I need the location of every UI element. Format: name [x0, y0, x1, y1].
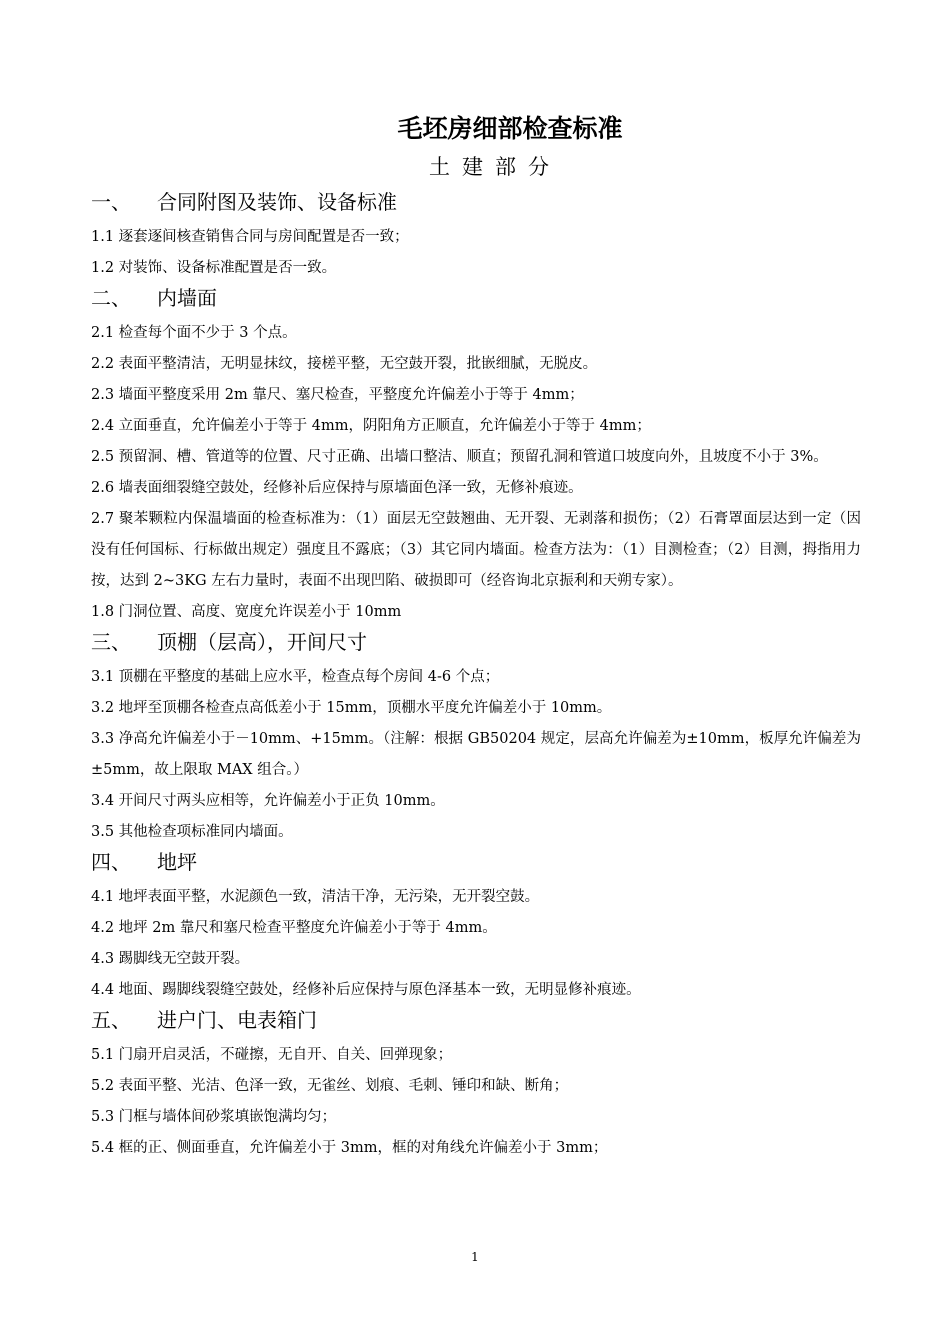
list-item: 3.3 净高允许偏差小于－10mm、+15mm。（注解：根据 GB50204 规定，层高允许偏差为±10mm，板厚允许偏差为±5mm，故上限取 MAX 组合。） [91, 731, 861, 778]
section-heading [91, 284, 861, 312]
list-item: 3.1 顶棚在平整度的基础上应水平，检查点每个房间 4-6 个点； [91, 669, 500, 685]
list-item: 5.4 框的正、侧面垂直，允许偏差小于 3mm，框的对角线允许偏差小于 3mm； [91, 1140, 608, 1156]
list-item: 4.3 踢脚线无空鼓开裂。 [91, 951, 250, 967]
section-title: 地坪 [157, 850, 197, 874]
section-number: 一、 [91, 190, 131, 214]
list-item: 3.5 其他检查项标准同内墙面。 [91, 824, 293, 840]
section-heading [91, 1006, 861, 1034]
section-heading [91, 188, 861, 216]
list-item: 4.1 地坪表面平整，水泥颜色一致，清洁干净，无污染，无开裂空鼓。 [91, 889, 540, 905]
section-title: 顶棚（层高），开间尺寸 [157, 630, 367, 654]
document-body [91, 188, 861, 1164]
list-item: 4.2 地坪 2m 靠尺和塞尺检查平整度允许偏差小于等于 4mm。 [91, 920, 497, 936]
list-item: 1.2 对装饰、设备标准配置是否一致。 [91, 260, 337, 276]
section-heading [91, 848, 861, 876]
list-item: 2.6 墙表面细裂缝空鼓处，经修补后应保持与原墙面色泽一致，无修补痕迹。 [91, 480, 583, 496]
list-item: 2.5 预留洞、槽、管道等的位置、尺寸正确、出墙口整洁、顺直；预留孔洞和管道口坡度向外，且坡度不小于 3%。 [91, 449, 828, 465]
list-item: 2.4 立面垂直，允许偏差小于等于 4mm，阴阳角方正顺直，允许偏差小于等于 4mm； [91, 418, 651, 434]
list-item: 4.4 地面、踢脚线裂缝空鼓处，经修补后应保持与原色泽基本一致，无明显修补痕迹。 [91, 982, 641, 998]
list-item: 1.8 门洞位置、高度、宽度允许误差小于 10mm [91, 604, 402, 620]
list-item: 3.4 开间尺寸两头应相等，允许偏差小于正负 10mm。 [91, 793, 445, 809]
document-subtitle: 土建部分 [429, 155, 561, 179]
section-number: 二、 [91, 286, 131, 310]
list-item: 5.2 表面平整、光洁、色泽一致，无雀丝、划痕、毛刺、锤印和缺、断角； [91, 1078, 569, 1094]
section-title: 内墙面 [157, 286, 217, 310]
section-number: 三、 [91, 630, 131, 654]
section-number: 五、 [91, 1008, 131, 1032]
section-heading [91, 628, 861, 656]
list-item: 5.3 门框与墙体间砂浆填嵌饱满均匀； [91, 1109, 337, 1125]
list-item: 2.7 聚苯颗粒内保温墙面的检查标准为：（1）面层无空鼓翘曲、无开裂、无剥落和损伤；（2）石膏罩面层达到一定（因没有任何国标、行标做出规定）强度且不露底；（3）其它同内墙面。检查方法为：（1）目测检查；（2）目测，拇指用力按，达到 2~3KG 左右力量时，表面不出现凹陷、破损即可（经咨询北京振利和天朔专家）。 [91, 511, 861, 589]
list-item: 5.1 门扇开启灵活，不碰擦，无自开、自关、回弹现象； [91, 1047, 453, 1063]
section-title: 进户门、电表箱门 [157, 1008, 317, 1032]
document-title: 毛坯房细部检查标准 [397, 114, 623, 143]
list-item: 2.1 检查每个面不少于 3 个点。 [91, 325, 297, 341]
list-item: 2.3 墙面平整度采用 2m 靠尺、塞尺检查，平整度允许偏差小于等于 4mm； [91, 387, 584, 403]
section-number: 四、 [91, 850, 131, 874]
list-item: 2.2 表面平整清洁，无明显抹纹，接槎平整，无空鼓开裂，批嵌细腻，无脱皮。 [91, 356, 598, 372]
list-item: 3.2 地坪至顶棚各检查点高低差小于 15mm，顶棚水平度允许偏差小于 10mm。 [91, 700, 612, 716]
list-item: 1.1 逐套逐间核查销售合同与房间配置是否一致； [91, 229, 409, 245]
page-number: 1 [471, 1250, 479, 1264]
section-title: 合同附图及装饰、设备标准 [157, 190, 397, 214]
